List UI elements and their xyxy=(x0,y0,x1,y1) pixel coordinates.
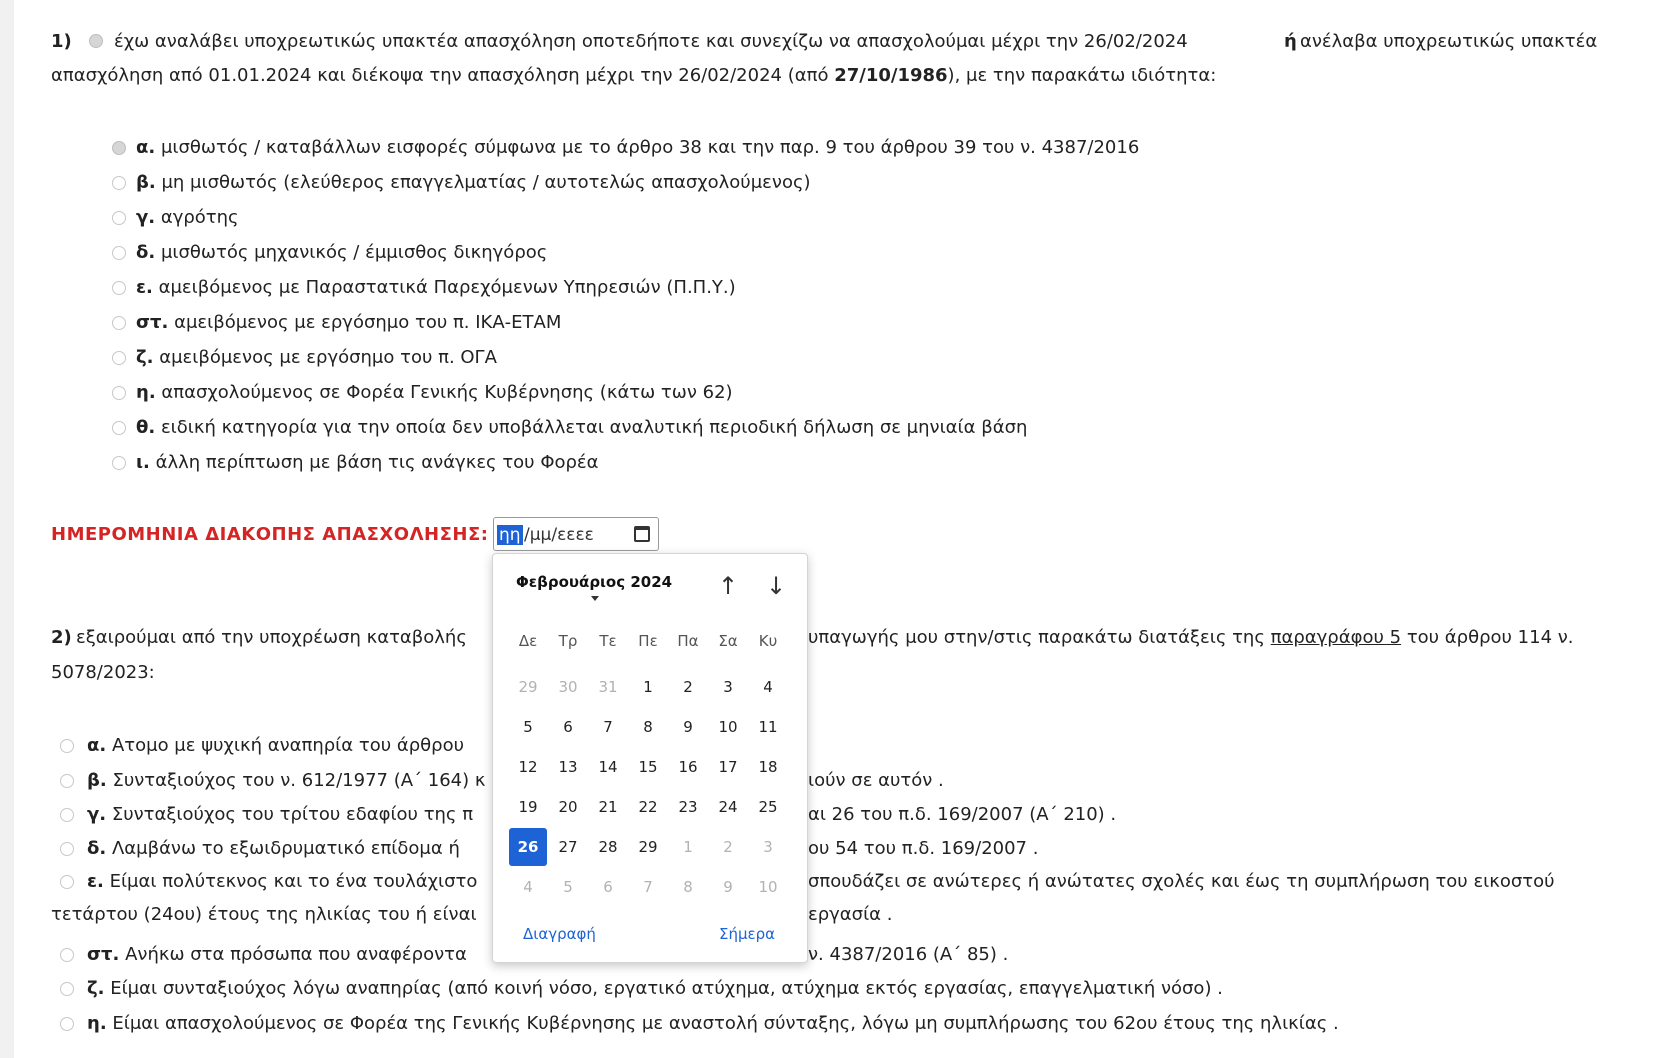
section2-intro-b-text: υπαγωγής μου στην/στις παρακάτω διατάξεις της xyxy=(808,627,1265,648)
calendar-day[interactable]: 24 xyxy=(718,798,738,816)
option-letter: α. xyxy=(87,735,107,756)
option-letter: ζ. xyxy=(136,347,154,368)
section2-intro-c: του άρθρου 114 ν. xyxy=(1406,627,1574,648)
stop-date-input[interactable] xyxy=(493,517,659,551)
option-text: Ατομο με ψυχική αναπηρία του άρθρου xyxy=(111,735,464,756)
section1-option-radio[interactable] xyxy=(112,386,126,400)
option-letter: ε. xyxy=(87,871,104,892)
section1-option-label xyxy=(136,242,547,264)
section2-option-radio[interactable] xyxy=(60,875,74,889)
section2-option-label xyxy=(87,871,477,893)
calendar-day[interactable]: 21 xyxy=(598,798,618,816)
calendar-today-button[interactable]: Σήμερα xyxy=(719,925,776,943)
option-letter: η. xyxy=(87,1013,107,1034)
calendar-day[interactable]: 15 xyxy=(638,758,658,776)
section1-line2-a: απασχόληση από 01.01.2024 και διέκοψα την απασχόληση μέχρι την 26/02/2024 (από xyxy=(51,65,829,86)
calendar-day[interactable]: 1 xyxy=(643,678,653,696)
option-text: Ανήκω στα πρόσωπα που αναφέροντα xyxy=(125,944,467,965)
option-letter: ε. xyxy=(136,277,153,298)
option-text: μη μισθωτός (ελεύθερος επαγγελματίας / αυτοτελώς απασχολούμενος) xyxy=(161,172,811,193)
section1-line1-a: έχω αναλάβει υποχρεωτικώς υπακτέα απασχόληση οποτεδήποτε και συνεχίζω να απασχολούμαι μέχρι την 26/02/2024 xyxy=(114,31,1188,52)
weekday-header: Δε xyxy=(518,632,538,650)
weekday-header: Τε xyxy=(599,632,617,650)
option-text: Συνταξιούχος του τρίτου εδαφίου της π xyxy=(111,804,474,825)
option-text: αμειβόμενος με εργόσημο του π. ΙΚΑ-ΕΤΑΜ xyxy=(174,312,562,333)
section2-intro-b xyxy=(808,627,1574,649)
calendar-day[interactable]: 6 xyxy=(563,718,573,736)
calendar-day-selected[interactable]: 26 xyxy=(509,828,547,866)
section2-option-radio[interactable] xyxy=(60,948,74,962)
option-text: Είμαι πολύτεκνος και το ένα τουλάχιστο xyxy=(109,871,478,892)
option-letter: η. xyxy=(136,382,156,403)
section1-option-label xyxy=(136,452,599,474)
calendar-day[interactable]: 3 xyxy=(723,678,733,696)
section1-option-radio[interactable] xyxy=(112,246,126,260)
section1-option-radio[interactable] xyxy=(112,456,126,470)
section1-number: 1) xyxy=(51,31,72,52)
date-day-segment[interactable]: ηη xyxy=(499,525,521,545)
calendar-day[interactable]: 19 xyxy=(518,798,538,816)
section2-option-radio[interactable] xyxy=(60,842,74,856)
section1-option-radio[interactable] xyxy=(112,351,126,365)
section1-option-label xyxy=(136,382,733,404)
section2-intro-line2: 5078/2023: xyxy=(51,662,155,683)
calendar-day[interactable]: 17 xyxy=(718,758,738,776)
section1-option-label xyxy=(136,417,1027,439)
weekday-header: Κυ xyxy=(758,632,778,650)
section1-option-label xyxy=(136,207,239,229)
calendar-day[interactable]: 7 xyxy=(603,718,613,736)
section2-e-line2-b: εργασία . xyxy=(808,904,893,925)
option-text: Συνταξιούχος του ν. 612/1977 (Α΄ 164) κ xyxy=(112,770,486,791)
option-text-continued: ιούν σε αυτόν . xyxy=(808,770,944,791)
calendar-day[interactable]: 2 xyxy=(683,678,693,696)
option-text: άλλη περίπτωση με βάση τις ανάγκες του Φορέα xyxy=(155,452,599,473)
calendar-day[interactable]: 9 xyxy=(683,718,693,736)
section1-radio[interactable] xyxy=(89,34,103,48)
weekday-header: Πα xyxy=(677,632,699,650)
option-letter: ζ. xyxy=(87,978,105,999)
section2-e-line2-a: τετάρτου (24ου) έτους της ηλικίας του ή είναι xyxy=(51,904,477,925)
date-placeholder-rest: /μμ/εεεε xyxy=(524,525,594,545)
section1-line1-b: ανέλαβα υποχρεωτικώς υπακτέα xyxy=(1300,31,1598,52)
section1-option-radio[interactable] xyxy=(112,281,126,295)
option-text-continued: ου 54 του π.δ. 169/2007 . xyxy=(808,838,1039,859)
section1-option-radio[interactable] xyxy=(112,141,126,155)
option-letter: στ. xyxy=(136,312,169,333)
section1-option-radio[interactable] xyxy=(112,176,126,190)
calendar-day[interactable]: 31 xyxy=(598,678,618,696)
weekday-header: Πε xyxy=(638,632,658,650)
option-letter: α. xyxy=(136,137,156,158)
section1-line2 xyxy=(51,65,1216,87)
section2-option-radio[interactable] xyxy=(60,982,74,996)
calendar-popup xyxy=(492,553,808,963)
section1-line2-b: ), με την παρακάτω ιδιότητα: xyxy=(947,65,1217,86)
calendar-day[interactable]: 29 xyxy=(518,678,538,696)
calendar-day[interactable]: 14 xyxy=(598,758,618,776)
calendar-day[interactable]: 3 xyxy=(763,838,773,856)
option-text: αμειβόμενος με Παραστατικά Παρεχόμενων Υπηρεσιών (Π.Π.Υ.) xyxy=(158,277,736,298)
section1-option-label xyxy=(136,347,497,369)
option-letter: θ. xyxy=(136,417,156,438)
option-letter: β. xyxy=(136,172,156,193)
section2-option-label xyxy=(87,838,460,860)
calendar-day[interactable]: 30 xyxy=(558,678,578,696)
calendar-day[interactable]: 12 xyxy=(518,758,538,776)
section2-option-label xyxy=(87,944,467,966)
option-letter: ι. xyxy=(136,452,150,473)
option-text-continued: αι 26 του π.δ. 169/2007 (Α΄ 210) . xyxy=(808,804,1117,825)
calendar-day[interactable]: 7 xyxy=(643,878,653,896)
option-letter: δ. xyxy=(87,838,107,859)
calendar-day[interactable]: 20 xyxy=(558,798,578,816)
section2-option-label xyxy=(87,978,1223,1000)
option-text: αμειβόμενος με εργόσημο του π. ΟΓΑ xyxy=(159,347,497,368)
option-text: αγρότης xyxy=(160,207,239,228)
calendar-icon[interactable] xyxy=(634,526,650,542)
calendar-day[interactable]: 27 xyxy=(558,838,578,856)
option-text: μισθωτός / καταβάλλων εισφορές σύμφωνα με το άρθρο 38 και την παρ. 9 του άρθρου 39 του ν. 4387/2016 xyxy=(160,137,1140,158)
stop-date-label: ΗΜΕΡΟΜΗΝΙΑ ΔΙΑΚΟΠΗΣ ΑΠΑΣΧΟΛΗΣΗΣ: xyxy=(51,524,489,545)
calendar-day[interactable]: 28 xyxy=(598,838,618,856)
section1-option-radio[interactable] xyxy=(112,316,126,330)
option-letter: δ. xyxy=(136,242,156,263)
option-letter: γ. xyxy=(136,207,156,228)
calendar-day[interactable]: 22 xyxy=(638,798,658,816)
option-text: ειδική κατηγορία για την οποία δεν υποβάλλεται αναλυτική περιοδική δήλωση σε μηνιαία βάση xyxy=(160,417,1028,438)
calendar-day[interactable]: 23 xyxy=(678,798,698,816)
calendar-day[interactable]: 4 xyxy=(523,878,533,896)
section1-option-label xyxy=(136,172,811,194)
section1-start-date: 27/10/1986 xyxy=(834,65,948,86)
calendar-day[interactable]: 4 xyxy=(763,678,773,696)
calendar-day[interactable]: 1 xyxy=(683,838,693,856)
next-month-arrow-icon[interactable]: ↓ xyxy=(765,572,787,600)
option-text-continued: σπουδάζει σε ανώτερες ή ανώτατες σχολές και έως τη συμπλήρωση του εικοστού xyxy=(808,871,1555,892)
weekday-header: Τρ xyxy=(558,632,578,650)
calendar-day[interactable]: 8 xyxy=(643,718,653,736)
calendar-day[interactable]: 8 xyxy=(683,878,693,896)
calendar-day[interactable]: 25 xyxy=(758,798,778,816)
calendar-day[interactable]: 5 xyxy=(563,878,573,896)
weekday-header: Σα xyxy=(718,632,738,650)
option-letter: β. xyxy=(87,770,107,791)
option-text: απασχολούμενος σε Φορέα Γενικής Κυβέρνησης (κάτω των 62) xyxy=(161,382,733,403)
previous-month-arrow-icon[interactable]: ↑ xyxy=(717,572,739,600)
calendar-day[interactable]: 16 xyxy=(678,758,698,776)
section2-option-label xyxy=(87,735,464,757)
calendar-day[interactable]: 13 xyxy=(558,758,578,776)
calendar-clear-button[interactable]: Διαγραφή xyxy=(523,925,596,943)
calendar-day[interactable]: 6 xyxy=(603,878,613,896)
section2-option-label xyxy=(87,804,473,826)
section2-option-radio[interactable] xyxy=(60,808,74,822)
section2-option-radio[interactable] xyxy=(60,739,74,753)
option-letter: στ. xyxy=(87,944,120,965)
calendar-day[interactable]: 29 xyxy=(638,838,658,856)
option-text: Λαμβάνω το εξωιδρυματικό επίδομα ή xyxy=(111,838,460,859)
option-letter: γ. xyxy=(87,804,107,825)
option-text-continued: ν. 4387/2016 (Α΄ 85) . xyxy=(808,944,1009,965)
calendar-day[interactable]: 18 xyxy=(758,758,778,776)
calendar-day[interactable]: 2 xyxy=(723,838,733,856)
calendar-day[interactable]: 9 xyxy=(723,878,733,896)
section2-option-radio[interactable] xyxy=(60,774,74,788)
option-text: μισθωτός μηχανικός / έμμισθος δικηγόρος xyxy=(160,242,548,263)
calendar-day[interactable]: 11 xyxy=(758,718,778,736)
month-dropdown-caret-icon[interactable] xyxy=(591,596,599,601)
option-text: Είμαι συνταξιούχος λόγω αναπηρίας (από κοινή νόσο, εργατικό ατύχημα, ατύχημα εκτός εργασίας, επαγγελματική νόσο) . xyxy=(110,978,1223,999)
section2-option-label xyxy=(87,770,485,792)
calendar-day[interactable]: 10 xyxy=(718,718,738,736)
form-page xyxy=(14,0,1656,1058)
calendar-day[interactable]: 5 xyxy=(523,718,533,736)
section2-number: 2) xyxy=(51,627,72,648)
section1-option-label xyxy=(136,137,1139,159)
calendar-day[interactable]: 10 xyxy=(758,878,778,896)
section1-option-label xyxy=(136,312,561,334)
calendar-month-title[interactable]: Φεβρουάριος 2024 xyxy=(516,573,673,591)
section1-line1-or: ή xyxy=(1284,31,1297,52)
section1-option-radio[interactable] xyxy=(112,421,126,435)
section1-option-label xyxy=(136,277,736,299)
paragraph-5-link[interactable]: παραγράφου 5 xyxy=(1270,627,1402,648)
section2-option-radio[interactable] xyxy=(60,1017,74,1031)
section2-intro-a: εξαιρούμαι από την υποχρέωση καταβολής xyxy=(76,627,467,648)
section1-option-radio[interactable] xyxy=(112,211,126,225)
option-text: Είμαι απασχολούμενος σε Φορέα της Γενικής Κυβέρνησης με αναστολή σύνταξης, λόγω μη συμπλήρωσης του 62ου έτους της ηλικίας . xyxy=(112,1013,1339,1034)
section2-option-label xyxy=(87,1013,1339,1035)
